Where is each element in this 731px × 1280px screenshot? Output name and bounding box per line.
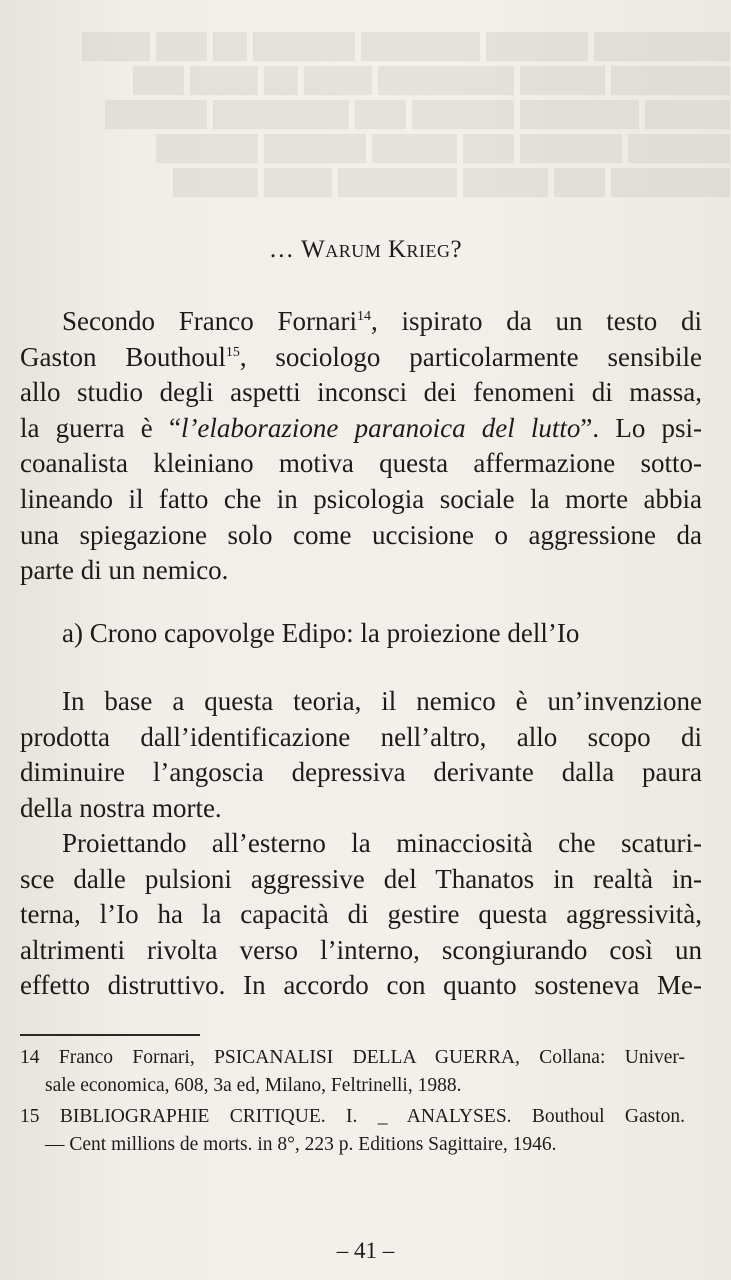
quoted-phrase: l’elaborazione paranoica del lutto <box>180 412 581 443</box>
footnote-ref-15[interactable]: 15 <box>225 344 240 360</box>
footnote-line: — Cent millions de morts. in 8°, 223 p. Editions Sagittaire, 1946. <box>45 1134 557 1155</box>
footnote-14 <box>20 1044 685 1100</box>
footnote-15 <box>20 1103 685 1159</box>
paragraph-line: Proiettando all’esterno la minacciosità che scaturi- <box>62 828 702 858</box>
chapter-heading <box>0 236 731 264</box>
paragraph-line: effetto distruttivo. In accordo con quanto sosteneva Me- <box>20 970 702 1001</box>
paragraph-line: diminuire l’angoscia depressiva derivante dalla paura <box>20 757 702 788</box>
footnote-line: 14 Franco Fornari, PSICANALISI DELLA GUERRA, Collana: Univer- <box>20 1047 685 1068</box>
show-through-texture: ██████ ██████ ███ █████ ██████ ██████ <box>155 136 730 162</box>
paragraph-line: In base a questa teoria, il nemico è un’invenzione <box>62 686 702 716</box>
paragraph-line: allo studio degli aspetti inconsci dei fenomeni di massa, <box>20 377 702 408</box>
show-through-texture: ████████ ██████ ███████ ██████ ██ ███ ████ <box>81 34 730 60</box>
paragraph-line: terna, l’Io ha la capacità di gestire questa aggressività, <box>20 899 702 930</box>
show-through-texture: ███████ ███ █████ ███████ ████ █████ <box>172 170 730 196</box>
show-through-texture: █████ ███████ ██████ ███ ████████ ██████ <box>104 102 730 128</box>
page-number: – 41 – <box>336 1238 395 1263</box>
footnote-number: 14 <box>20 1047 40 1068</box>
paragraph-2 <box>20 684 702 826</box>
heading-prefix: … <box>268 236 302 263</box>
footnote-line: 15 BIBLIOGRAPHIE CRITIQUE. I. _ ANALYSES. Bouthoul Gaston. <box>20 1106 685 1127</box>
heading-title: Warum Krieg? <box>301 236 463 263</box>
paragraph-line: della nostra morte. <box>20 792 222 823</box>
paragraph-line: sce dalle pulsioni aggressive del Thanatos in realtà in- <box>20 863 702 894</box>
paragraph-line: lineando il fatto che in psicologia sociale la morte abbia <box>20 483 702 514</box>
paragraph-line: coanalista kleiniano motiva questa affermazione sotto- <box>20 448 702 479</box>
paragraph-line: la guerra è “l’elaborazione paranoica del lutto”. Lo psi- <box>20 412 702 443</box>
paragraph-line: altrimenti rivolta verso l’interno, scongiurando così un <box>20 934 702 965</box>
paragraph-3 <box>20 826 702 1004</box>
footnote-line: sale economica, 608, 3a ed, Milano, Feltrinelli, 1988. <box>45 1075 462 1096</box>
footnote-ref-14[interactable]: 14 <box>356 309 371 324</box>
footnote-number: 15 <box>20 1106 40 1127</box>
footnote-divider <box>20 1034 200 1036</box>
paragraph-line: parte di un nemico. <box>20 555 229 586</box>
paragraph-line: prodotta dall’identificazione nell’altro, allo scopo di <box>20 721 702 752</box>
section-subheading: a) Crono capovolge Edipo: la proiezione dell’Io <box>62 618 580 648</box>
show-through-texture: ███████ █████ ████████ ████ ██ ████ ███ <box>132 68 730 94</box>
paragraph-line: Secondo Franco Fornari$^{14}$, ispirato da un testo di <box>62 306 702 336</box>
paragraph-1 <box>20 304 702 589</box>
paragraph-line: una spiegazione solo come uccisione o aggressione da <box>20 519 702 550</box>
paragraph-line: Gaston Bouthoul$^{15}$, sociologo particolarmente sensibile <box>20 341 702 372</box>
